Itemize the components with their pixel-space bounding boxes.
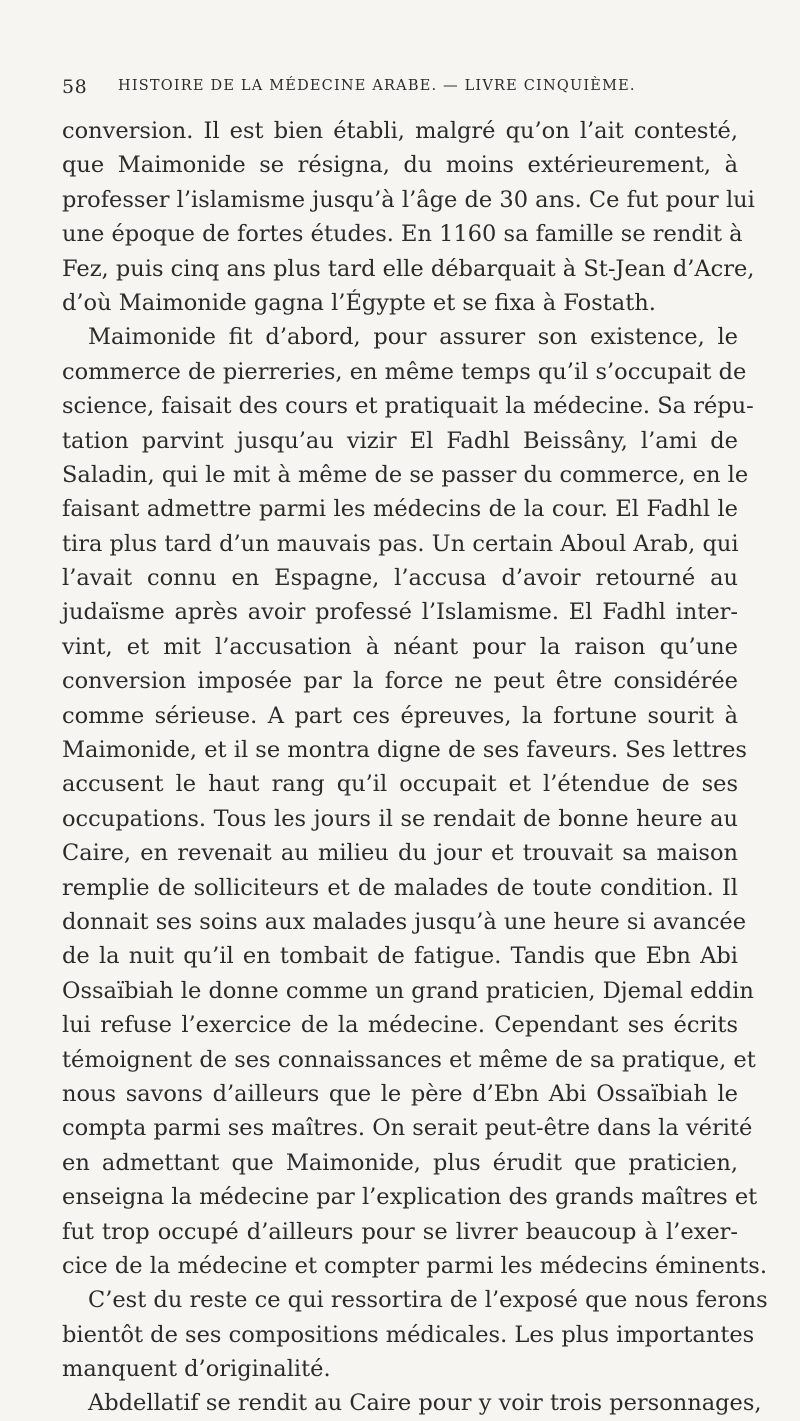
- text-line: tira plus tard d’un mauvais pas. Un certain Aboul Arab, qui: [62, 530, 739, 557]
- text-line: remplie de solliciteurs et de malades de toute condition. Il: [62, 874, 738, 901]
- text-line: occupations. Tous les jours il se rendait de bonne heure au: [62, 805, 738, 832]
- text-line: Caire, en revenait au milieu du jour et trouvait sa maison: [62, 840, 738, 867]
- text-line: accusent le haut rang qu’il occupait et l’étendue de ses: [62, 771, 738, 798]
- text-line: fut trop occupé d’ailleurs pour se livrer beaucoup à l’exer-: [62, 1218, 738, 1245]
- text-line: tation parvint jusqu’au vizir El Fadhl Beissâny, l’ami de: [62, 427, 738, 454]
- text-line: bientôt de ses compositions médicales. Les plus importantes: [62, 1321, 755, 1348]
- text-line: Saladin, qui le mit à même de se passer du commerce, en le: [62, 461, 749, 488]
- text-line: lui refuse l’exercice de la médecine. Cependant ses écrits: [62, 1012, 738, 1039]
- body-text: [62, 114, 768, 1421]
- text-line: vint, et mit l’accusation à néant pour la raison qu’une: [62, 633, 738, 660]
- text-line: d’où Maimonide gagna l’Égypte et se fixa à Fostath.: [62, 289, 656, 316]
- text-line: conversion. Il est bien établi, malgré qu’on l’ait contesté,: [62, 118, 738, 144]
- text-line: que Maimonide se résigna, du moins extérieurement, à: [62, 152, 738, 179]
- paragraph: [62, 1386, 762, 1420]
- running-title: HISTOIRE DE LA MÉDECINE ARABE. — LIVRE CINQUIÈME.: [118, 78, 636, 94]
- text-line: manquent d’originalité.: [62, 1356, 331, 1383]
- running-head: [62, 76, 752, 102]
- text-line: science, faisait des cours et pratiquait la médecine. Sa répu-: [62, 393, 754, 420]
- text-line: faisant admettre parmi les médecins de la cour. El Fadhl le: [62, 496, 738, 523]
- text-line: en admettant que Maimonide, plus érudit que praticien,: [62, 1149, 738, 1176]
- text-line: commerce de pierreries, en même temps qu’il s’occupait de: [62, 358, 747, 385]
- text-line: compta parmi ses maîtres. On serait peut-être dans la vérité: [62, 1115, 753, 1142]
- text-line: Maimonide fit d’abord, pour assurer son existence, le: [88, 324, 738, 351]
- page-number: 58: [62, 76, 88, 98]
- text-line: cice de la médecine et compter parmi les médecins éminents.: [62, 1252, 767, 1279]
- text-line: de la nuit qu’il en tombait de fatigue. Tandis que Ebn Abi: [62, 943, 738, 970]
- text-line: enseigna la médecine par l’explication des grands maîtres et: [62, 1184, 758, 1211]
- text-line: Abdellatif se rendit au Caire pour y voir trois personnages,: [88, 1390, 762, 1417]
- text-line: comme sérieuse. A part ces épreuves, la fortune sourit à: [62, 702, 738, 729]
- paragraph: [62, 1283, 768, 1386]
- text-line: Maimonide, et il se montra digne de ses faveurs. Ses lettres: [62, 737, 747, 764]
- text-line: une époque de fortes études. En 1160 sa famille se rendit à: [62, 221, 743, 248]
- text-line: professer l’islamisme jusqu’à l’âge de 30 ans. Ce fut pour lui: [62, 186, 755, 213]
- text-line: l’avait connu en Espagne, l’accusa d’avoir retourné au: [62, 565, 738, 592]
- paragraph: [62, 114, 755, 320]
- text-line: nous savons d’ailleurs que le père d’Ebn Abi Ossaïbiah le: [62, 1080, 738, 1107]
- text-line: donnait ses soins aux malades jusqu’à une heure si avancée: [62, 908, 747, 935]
- text-line: Ossaïbiah le donne comme un grand praticien, Djemal eddin: [62, 977, 754, 1004]
- text-line: témoignent de ses connaissances et même de sa pratique, et: [62, 1046, 756, 1073]
- text-line: Fez, puis cinq ans plus tard elle débarquait à St-Jean d’Acre,: [62, 255, 755, 282]
- text-line: conversion imposée par la force ne peut être considérée: [62, 668, 738, 695]
- text-line: C’est du reste ce qui ressortira de l’exposé que nous ferons: [88, 1287, 768, 1314]
- text-line: judaïsme après avoir professé l’Islamisme. El Fadhl inter-: [62, 599, 738, 626]
- paragraph: [62, 320, 767, 1283]
